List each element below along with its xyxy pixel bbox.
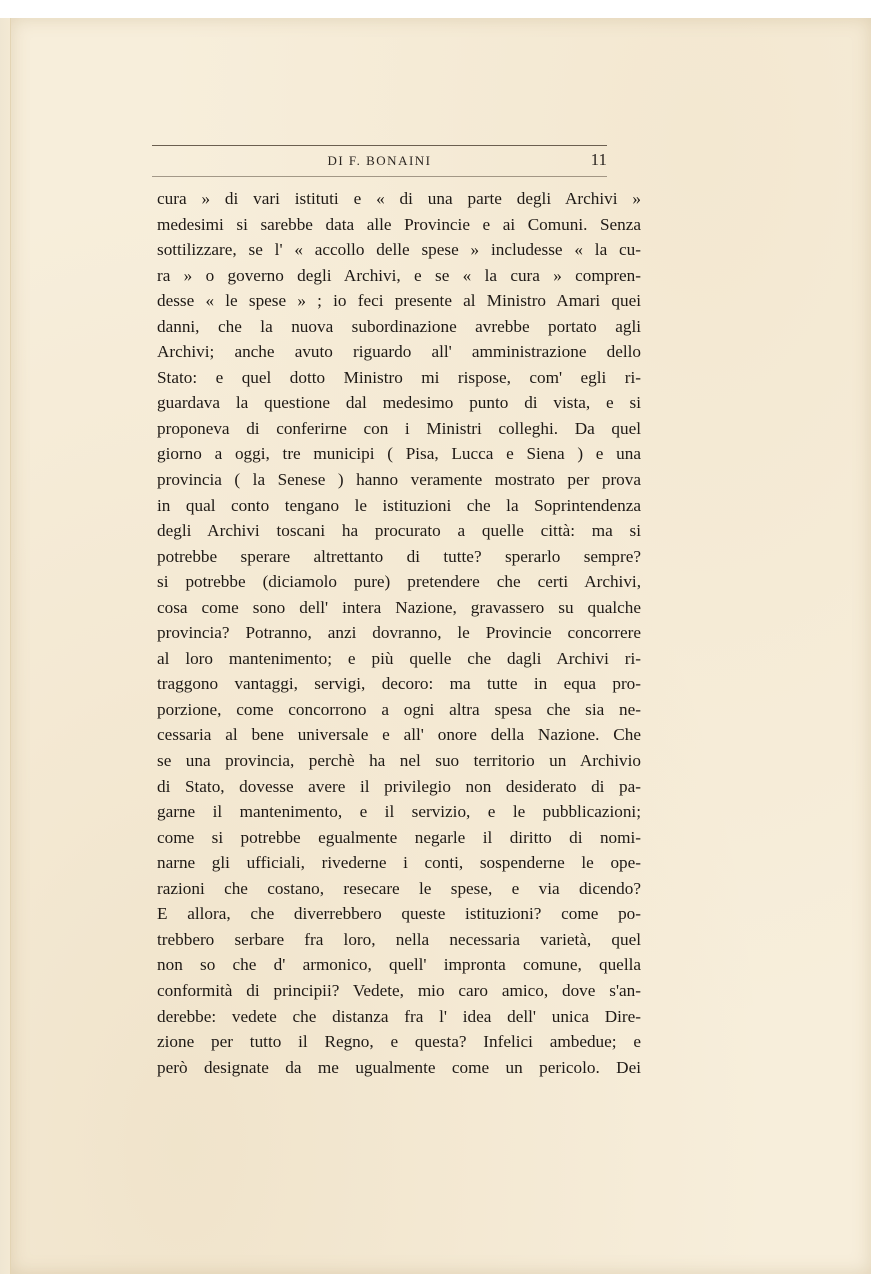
running-head: [152, 150, 607, 172]
text-line: narne gli ufficiali, rivederne i conti, sospenderne le ope-: [157, 853, 641, 873]
page-number: 11: [590, 150, 607, 169]
text-line: degli Archivi toscani ha procurato a quelle città: ma si: [157, 521, 641, 541]
text-line: in qual conto tengano le istituzioni che la Soprintendenza: [157, 495, 641, 515]
text-line: porzione, come concorrono a ogni altra spesa che sia ne-: [157, 699, 641, 719]
text-line: provincia? Potranno, anzi dovranno, le Provincie concorrere: [157, 623, 641, 643]
header-rule-top: [152, 145, 607, 146]
text-line: cessaria al bene universale e all' onore della Nazione. Che: [157, 725, 641, 745]
running-title: DI F. BONAINI: [327, 153, 432, 168]
text-line: però designate da me ugualmente come un pericolo. Dei: [157, 1057, 641, 1077]
text-line: danni, che la nuova subordinazione avrebbe portato agli: [157, 316, 641, 336]
text-line: se una provincia, perchè ha nel suo territorio un Archivio: [157, 751, 641, 771]
text-line: conformità di principii? Vedete, mio caro amico, dove s'an-: [157, 980, 641, 1000]
text-line: garne il mantenimento, e il servizio, e le pubblicazioni;: [157, 802, 641, 822]
header-rule-bottom: [152, 176, 607, 177]
text-line: medesimi si sarebbe data alle Provincie e ai Comuni. Senza: [157, 214, 641, 234]
text-line: cosa come sono dell' intera Nazione, gravassero su qualche: [157, 597, 641, 617]
text-line: di Stato, dovesse avere il privilegio non desiderato di pa-: [157, 776, 641, 796]
text-line: giorno a oggi, tre municipi ( Pisa, Lucca e Siena ) e una: [157, 444, 641, 464]
text-line: trebbero serbare fra loro, nella necessaria varietà, quel: [157, 929, 641, 949]
text-line: si potrebbe (diciamolo pure) pretendere che certi Archivi,: [157, 572, 641, 592]
text-line: guardava la questione dal medesimo punto di vista, e si: [157, 393, 641, 413]
text-line: potrebbe sperare altrettanto di tutte? sperarlo sempre?: [157, 546, 641, 566]
text-line: al loro mantenimento; e più quelle che dagli Archivi ri-: [157, 648, 641, 668]
text-line: non so che d' armonico, quell' impronta comune, quella: [157, 955, 641, 975]
text-line: sottilizzare, se l' « accollo delle spese » includesse « la cu-: [157, 240, 641, 260]
text-line: come si potrebbe egualmente negarle il diritto di nomi-: [157, 827, 641, 847]
body-text: [157, 186, 641, 1080]
text-line: zione per tutto il Regno, e questa? Infelici ambedue; e: [157, 1032, 641, 1052]
text-line: traggono vantaggi, servigi, decoro: ma tutte in equa pro-: [157, 674, 641, 694]
text-line: cura » di vari istituti e « di una parte degli Archivi »: [157, 189, 641, 208]
text-line: Archivi; anche avuto riguardo all' amministrazione dello: [157, 342, 641, 362]
text-line: desse « le spese » ; io feci presente al Ministro Amari quei: [157, 291, 641, 311]
text-line: razioni che costano, resecare le spese, e via dicendo?: [157, 878, 641, 898]
text-line: provincia ( la Senese ) hanno veramente mostrato per prova: [157, 470, 641, 490]
text-line: ra » o governo degli Archivi, e se « la cura » compren-: [157, 265, 641, 285]
text-line: Stato: e quel dotto Ministro mi rispose, com' egli ri-: [157, 367, 641, 387]
text-line: derebbe: vedete che distanza fra l' idea dell' unica Dire-: [157, 1006, 641, 1026]
text-line: proponeva di conferirne con i Ministri colleghi. Da quel: [157, 418, 641, 438]
text-line: E allora, che diverrebbero queste istituzioni? come po-: [157, 904, 641, 924]
